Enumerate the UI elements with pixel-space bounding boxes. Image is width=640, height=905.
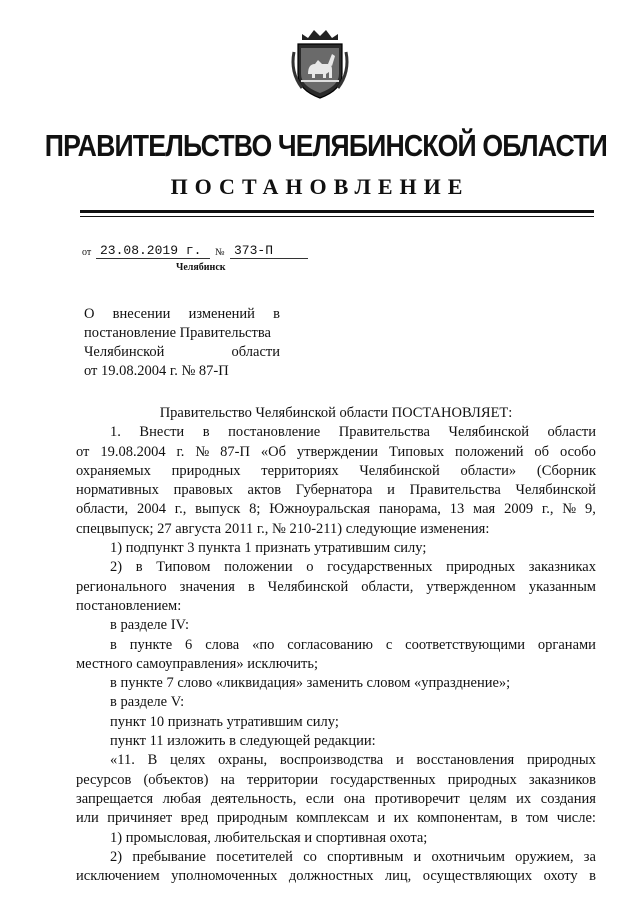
body-word: г., (541, 501, 554, 518)
body-line (76, 751, 596, 770)
body-word: спортивным (327, 848, 404, 865)
header-rule-thick (80, 210, 594, 213)
body-word: лиц, (384, 868, 412, 885)
body-word: правовых (173, 482, 233, 499)
body-word: вред (180, 810, 209, 827)
body-word: 6 (185, 636, 193, 653)
body-word: в (202, 424, 210, 441)
body-word: актов (247, 482, 282, 499)
body-line (76, 848, 596, 867)
body-line: в пункте 7 слово «ликвидация» заменить словом «упразднение»; (110, 675, 511, 692)
body-word: на (220, 771, 235, 788)
body-word: значения (179, 578, 235, 595)
body-word: 2009 (504, 501, 534, 518)
body-word: Челябинской (448, 424, 529, 441)
body-word: причиняет (107, 810, 173, 827)
body-word: Внести (139, 424, 185, 441)
subject-word: Челябинской (84, 344, 165, 360)
body-word: 2) (110, 848, 123, 865)
body-word: если (305, 790, 335, 807)
body-line (76, 500, 596, 519)
body-word: противоречит (374, 790, 460, 807)
resolution-intro: Правительство Челябинской области ПОСТАНОВЛЯЕТ: (159, 405, 513, 421)
body-word: и (413, 848, 422, 865)
body-word: в (135, 559, 143, 576)
body-word: Правительства (409, 482, 501, 499)
body-word: природных (526, 752, 596, 769)
body-word: (объектов) (143, 771, 209, 788)
subject-word: области (231, 344, 280, 360)
body-line: в разделе V: (110, 694, 185, 711)
body-word: оружием, (515, 848, 574, 865)
body-word: их (393, 810, 409, 827)
body-word: органами (537, 636, 596, 653)
city-label: Челябинск (176, 262, 226, 273)
coat-of-arms-emblem (288, 22, 352, 102)
body-line: пункт 11 изложить в следующей редакции: (110, 733, 376, 750)
body-line: местного самоуправления» исключить; (76, 655, 319, 672)
body-word: об (534, 443, 550, 460)
body-word: панорама, (378, 501, 441, 518)
body-word: числе: (556, 810, 596, 827)
body-word: г., (174, 501, 187, 518)
body-word: «Об (260, 443, 286, 460)
number-underline (230, 258, 308, 259)
body-line (76, 558, 596, 577)
body-word: 2) (110, 559, 123, 576)
body-word: области» (460, 462, 517, 479)
body-word: природным (216, 810, 288, 827)
body-word: охотничьим (431, 848, 505, 865)
body-word: области (547, 424, 596, 441)
body-line (76, 578, 596, 597)
body-word: деятельность, (210, 790, 297, 807)
document-number: 373-П (234, 243, 274, 258)
body-line (76, 809, 596, 828)
body-word: (Сборник (536, 462, 596, 479)
body-line: пункт 10 признать утратившим силу; (110, 713, 339, 730)
body-word: соответствующими (405, 636, 526, 653)
subject-word: изменений (188, 306, 255, 322)
body-word: их (516, 790, 532, 807)
body-line: 1) подпункт 3 пункта 1 признать утратившим силу; (110, 540, 427, 557)
body-word: утвержденном (426, 578, 516, 595)
body-word: регионального (76, 578, 167, 595)
body-word: Типовом (156, 559, 211, 576)
number-prefix-label: № (215, 247, 225, 258)
header-rule-thin (80, 216, 594, 217)
body-word: в (247, 578, 255, 595)
body-word: о (306, 559, 314, 576)
body-line (76, 481, 596, 500)
body-word: Типовых (388, 443, 445, 460)
document-date: 23.08.2019 г. (100, 243, 202, 258)
body-word: создания (540, 790, 596, 807)
body-word: заказниках (528, 559, 596, 576)
body-word: области, (361, 578, 414, 595)
body-word: территории (246, 771, 319, 788)
date-prefix-label: от (82, 247, 92, 258)
body-word: осуществляющих (422, 868, 533, 885)
body-word: пункте (129, 636, 173, 653)
body-word: № (562, 501, 577, 518)
body-word: восстановления (416, 752, 515, 769)
subject-word: в (273, 306, 280, 322)
body-word: охоту (543, 868, 578, 885)
government-title: ПРАВИТЕЛЬСТВО ЧЕЛЯБИНСКОЙ ОБЛАСТИ (44, 128, 607, 163)
subject-line: от 19.08.2004 г. № 87-П (84, 363, 229, 379)
body-word: любая (162, 790, 202, 807)
body-word: охраняемых (76, 462, 151, 479)
body-word: 8; (249, 501, 261, 518)
subject-word: О (84, 306, 95, 322)
body-word: в (510, 810, 518, 827)
body-word: положений (455, 443, 524, 460)
body-line (76, 771, 596, 790)
body-word: 2004 (136, 501, 166, 518)
body-word: Челябинской (267, 578, 349, 595)
body-word: исключением (76, 868, 160, 885)
body-word: согласованию (287, 636, 373, 653)
body-word: № (195, 443, 210, 460)
body-word: запрещается (76, 790, 154, 807)
body-word: она (343, 790, 366, 807)
body-word: мая (473, 501, 496, 518)
document-type-title: ПОСТАНОВЛЕНИЕ (170, 174, 470, 199)
body-word: природных (171, 462, 241, 479)
date-underline (96, 258, 210, 259)
body-word: слова (205, 636, 240, 653)
subject-word: внесении (112, 306, 171, 322)
body-word: «11. (110, 752, 135, 769)
body-word: территориях (261, 462, 339, 479)
body-word: В (147, 752, 158, 769)
body-word: и (387, 482, 395, 499)
body-line (76, 636, 596, 655)
body-word: 1. (110, 424, 121, 441)
body-word: заказников (528, 771, 596, 788)
body-word: со (303, 848, 317, 865)
body-line (76, 443, 596, 462)
body-word: положении (224, 559, 293, 576)
body-word: от (76, 443, 90, 460)
body-word: в (110, 636, 117, 653)
subject-line: постановление Правительства (84, 325, 271, 341)
body-word: г. (176, 443, 185, 460)
body-line: постановлением: (76, 597, 182, 614)
body-word: области, (76, 501, 129, 518)
body-word: за (583, 848, 596, 865)
body-word: нормативных (76, 482, 159, 499)
body-word: 9, (584, 501, 596, 518)
body-line: спецвыпуск; 27 августа 2011 г., № 210-211) следующие изменения: (76, 520, 490, 537)
body-word: пребывание (132, 848, 206, 865)
subject-block (84, 305, 280, 381)
body-word: Губернатора (295, 482, 373, 499)
body-word: 87-П (220, 443, 250, 460)
body-word: природных (446, 559, 516, 576)
body-word: воспроизводства (279, 752, 384, 769)
body-word: с (385, 636, 393, 653)
body-word: и (395, 752, 404, 769)
body-word: государственных (330, 771, 436, 788)
date-number-line (82, 243, 312, 261)
body-word: или (76, 810, 99, 827)
body-line: в разделе IV: (110, 617, 189, 634)
body-word: охраны, (218, 752, 268, 769)
body-word: комплексам (296, 810, 369, 827)
body-word: природных (447, 771, 517, 788)
document-body (76, 404, 596, 886)
body-word: указанным (528, 578, 596, 595)
subject-line (84, 343, 280, 362)
body-word: «по (252, 636, 275, 653)
body-line: 1) промысловая, любительская и спортивная охота; (110, 829, 428, 846)
body-word: Южноуральская (269, 501, 371, 518)
body-word: целям (469, 790, 507, 807)
body-word: посетителей (216, 848, 293, 865)
body-word: особо (559, 443, 596, 460)
body-word: Челябинской (515, 482, 596, 499)
body-word: постановление (228, 424, 321, 441)
body-word: утверждении (296, 443, 379, 460)
body-word: государственных (327, 559, 433, 576)
body-word: том (526, 810, 549, 827)
body-word: 13 (449, 501, 465, 518)
body-line (76, 790, 596, 809)
body-word: 19.08.2004 (100, 443, 166, 460)
body-line (76, 423, 596, 442)
body-line (76, 867, 596, 886)
body-word: компонентам, (417, 810, 503, 827)
body-word: должностных (288, 868, 374, 885)
body-word: Правительства (338, 424, 430, 441)
body-word: в (589, 868, 596, 885)
body-word: выпуск (195, 501, 241, 518)
body-word: ресурсов (76, 771, 132, 788)
body-word: уполномоченных (171, 868, 278, 885)
body-word: целях (170, 752, 206, 769)
body-word: и (377, 810, 386, 827)
body-word: Челябинской (359, 462, 440, 479)
subject-line (84, 305, 280, 324)
body-line (76, 462, 596, 481)
